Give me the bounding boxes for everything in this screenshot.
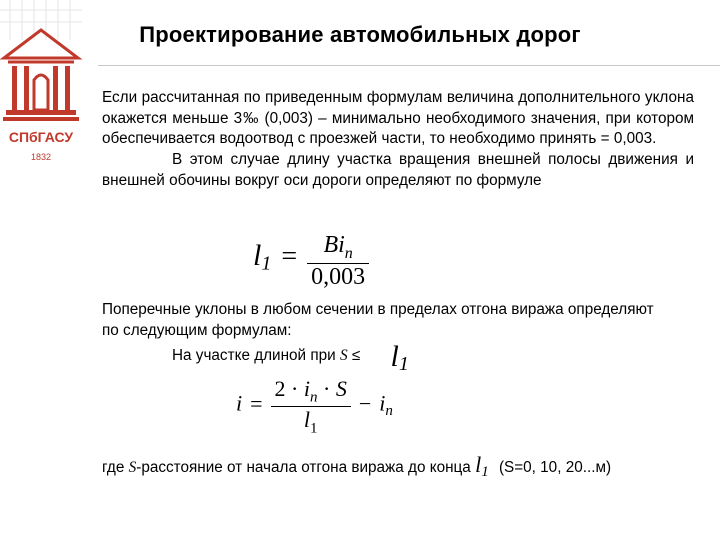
formula1-num-sub: n xyxy=(344,244,353,262)
formula2-den: l xyxy=(303,407,310,433)
formula2-num-i: i xyxy=(303,376,310,401)
formula1-lhs: l xyxy=(253,239,262,273)
body-text-2 xyxy=(102,300,662,376)
formula2-num-s: S xyxy=(335,376,347,401)
formula2-den-sub: 1 xyxy=(310,420,318,437)
paragraph-5-l: l xyxy=(475,452,482,477)
body-text xyxy=(102,88,694,192)
formula1-den: 0,003 xyxy=(311,263,366,290)
paragraph-5-c: (S=0, 10, 20...м) xyxy=(498,459,612,476)
formula-i xyxy=(236,376,393,446)
formula-l1 xyxy=(253,232,369,292)
formula2-num-a: 2 xyxy=(274,376,286,401)
paragraph-5 xyxy=(102,452,702,481)
title-divider xyxy=(98,65,720,66)
formula1-fraction xyxy=(307,232,369,291)
formula2-num-i-sub: n xyxy=(310,389,318,406)
paragraph-4-l: l xyxy=(390,340,399,374)
slide-title: Проектирование автомобильных дорог xyxy=(139,22,581,47)
formula1-eq: = xyxy=(281,241,298,273)
paragraph-5-s: S xyxy=(128,459,137,476)
paragraph-4-text: На участке длиной при xyxy=(172,347,336,365)
paragraph-4-op: ≤ xyxy=(351,347,361,365)
formula1-num: Bi xyxy=(323,232,345,258)
formula2-tail-sub: n xyxy=(385,402,393,419)
paragraph-4-l-sub: 1 xyxy=(398,353,409,376)
paragraph-2: В этом случае длину участка вращения внешней полосы движения и внешней обочины вокруг оси дороги определяют по формуле xyxy=(102,151,694,189)
paragraph-4 xyxy=(102,340,662,376)
formula1-lhs-sub: 1 xyxy=(261,252,272,275)
formula2-dot2: · xyxy=(323,376,331,401)
formula2-eq: = xyxy=(250,390,263,416)
logo-year: 1832 xyxy=(30,152,52,162)
formula2-fraction xyxy=(271,376,351,438)
formula2-dot1: · xyxy=(291,376,299,401)
logo-text: СПбГАСУ xyxy=(8,129,74,145)
paragraph-1: Если рассчитанная по приведенным формулам величина дополнительного уклона окажется меньше 3‰ (0,003) – минимально необходимого значения, при котором обеспечивается водоотвод с проезжей части, то необходимо принять = 0,003. xyxy=(102,89,694,148)
formula2-lhs: i xyxy=(236,390,243,416)
paragraph-5-a: где xyxy=(102,459,129,476)
paragraph-5-b: -расстояние от начала отгона виража до конца xyxy=(136,459,471,476)
paragraph-5-l-sub: 1 xyxy=(481,464,489,481)
paragraph-3: Поперечные уклоны в любом сечении в пределах отгона виража определяют по следующим формулам: xyxy=(102,301,654,339)
paragraph-4-var: S xyxy=(339,347,348,365)
formula2-tail: i xyxy=(379,390,386,416)
formula2-minus: − xyxy=(358,390,372,416)
